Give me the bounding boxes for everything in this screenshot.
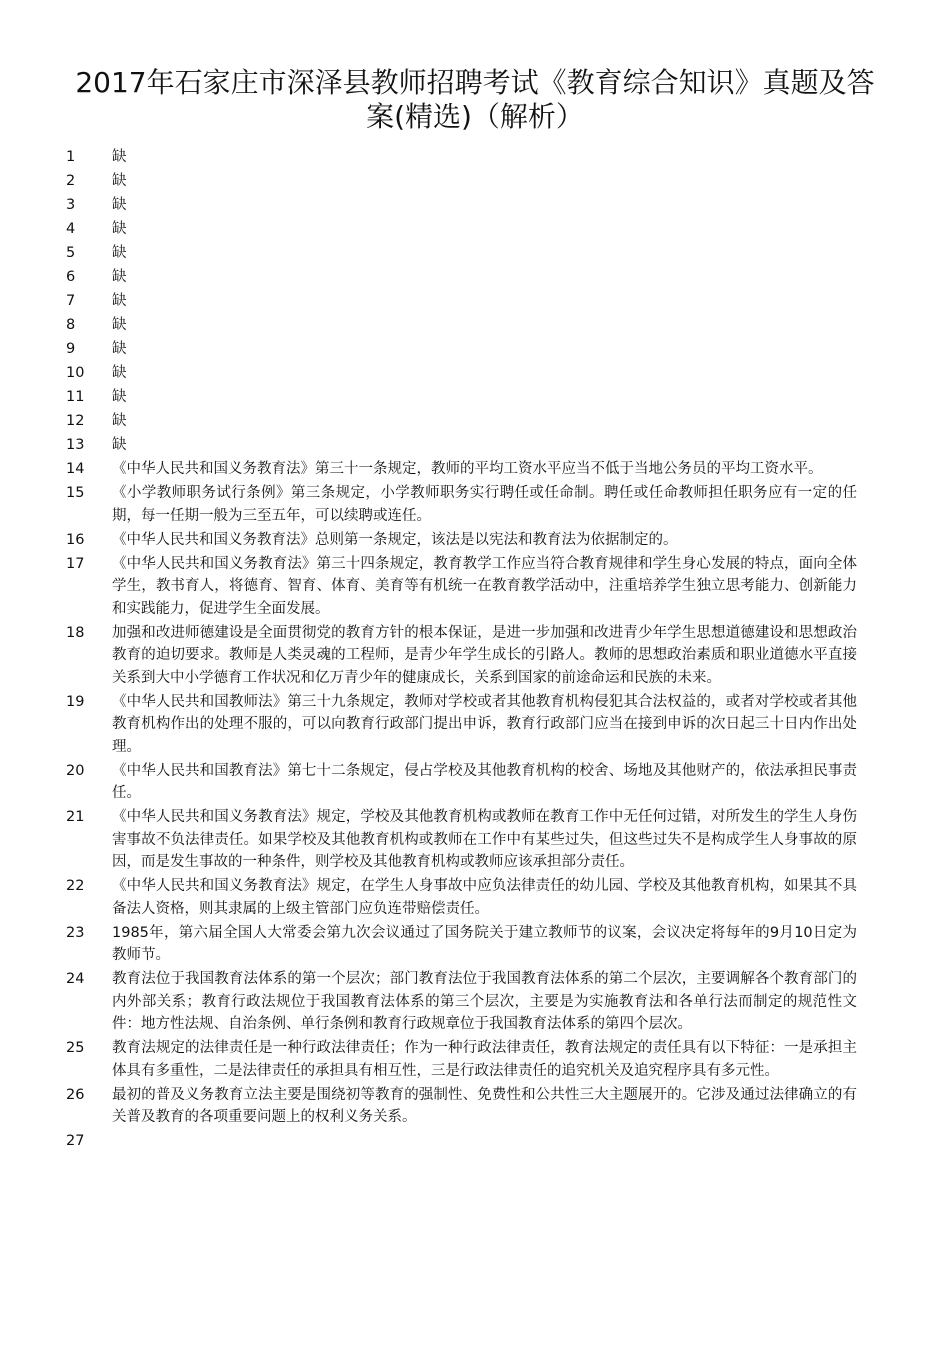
question-number: 25 (66, 1040, 85, 1056)
question-number: 20 (66, 762, 85, 779)
question-number: 8 (66, 317, 76, 333)
answer-row (66, 691, 866, 759)
question-number: 3 (66, 197, 76, 213)
answer-explanation: 缺 (112, 413, 127, 429)
answer-explanation: 《中华人民共和国义务教育法》规定，学校及其他教育机构或教师在教育工作中无任何过错，对所发生的学生人身伤害事故不负法律责任。如果学校及其他教育机构或教师在工作中有某些过失，但这些过失不是构成学生人身事故的原因，而是发生事故的一种条件，则学校及其他教育机构或教师应该承担部分责任。 (112, 809, 857, 870)
question-number: 23 (66, 924, 85, 941)
question-number: 1 (66, 149, 76, 165)
question-number: 10 (66, 365, 85, 381)
answer-row (66, 553, 866, 621)
answer-row (66, 1037, 866, 1082)
answer-explanation: 加强和改进师德建设是全面贯彻党的教育方针的根本保证，是进一步加强和改进青少年学生思想道德建设和思想政治教育的迫切要求。教师是人类灵魂的工程师，是青少年学生成长的引路人。教师的思想政治素质和职业道德水平直接关系到大中小学德育工作状况和亿万青少年的健康成长，关系到国家的前途命运和民族的未来。 (112, 624, 857, 686)
question-number: 13 (66, 437, 85, 453)
question-number: 16 (66, 531, 85, 548)
answer-row (66, 968, 866, 1036)
question-number: 2 (66, 173, 76, 189)
answer-explanation: 缺 (112, 245, 127, 261)
answer-explanation: 《中华人民共和国教育法》第七十二条规定，侵占学校及其他教育机构的校舍、场地及其他财产的，依法承担民事责任。 (112, 762, 857, 801)
answer-row (66, 1130, 866, 1153)
answer-list (66, 146, 866, 1154)
question-number: 12 (66, 413, 85, 429)
answer-row (66, 266, 866, 289)
answer-explanation: 《中华人民共和国义务教育法》第三十四条规定，教育教学工作应当符合教育规律和学生身心发展的特点，面向全体学生，教书育人，将德育、智育、体育、美育等有机统一在教育教学活动中，注重培养学生独立思考能力、创新能力和实践能力，促进学生全面发展。 (112, 555, 857, 617)
answer-row (66, 170, 866, 193)
answer-explanation: 缺 (112, 173, 127, 189)
answer-explanation: 教育法规定的法律责任是一种行政法律责任；作为一种行政法律责任，教育法规定的责任具有以下特征：一是承担主体具有多重性，二是法律责任的承担具有相互性，三是行政法律责任的追究机关及追究程序具有多元性。 (112, 1040, 857, 1079)
answer-row (66, 242, 866, 265)
answer-row (66, 314, 866, 337)
title-line-2: 案(精选)（解析） (366, 100, 584, 133)
answer-explanation: 缺 (112, 317, 127, 333)
answer-row (66, 922, 866, 967)
question-number: 17 (66, 555, 85, 572)
answer-row (66, 386, 866, 409)
answer-row (66, 194, 866, 217)
answer-explanation: 缺 (112, 197, 127, 213)
question-number: 22 (66, 878, 85, 894)
answer-row (66, 875, 866, 920)
question-number: 26 (66, 1086, 85, 1103)
answer-explanation: 缺 (112, 269, 127, 285)
question-number: 27 (66, 1133, 85, 1149)
question-number: 15 (66, 485, 85, 501)
answer-row (66, 362, 866, 385)
answer-explanation: 缺 (112, 293, 127, 309)
answer-explanation: 《中华人民共和国教师法》第三十九条规定，教师对学校或者其他教育机构侵犯其合法权益的，或者对学校或者其他教育机构作出的处理不服的，可以向教育行政部门提出申诉，教育行政部门应当在接到申诉的次日起三十日内作出处理。 (112, 693, 857, 755)
answer-explanation: 《中华人民共和国义务教育法》总则第一条规定，该法是以宪法和教育法为依据制定的。 (112, 531, 678, 548)
question-number: 19 (66, 693, 85, 710)
question-number: 6 (66, 269, 76, 285)
answer-row (66, 760, 866, 805)
answer-row (66, 290, 866, 313)
answer-row (66, 146, 866, 169)
answer-explanation: 缺 (112, 341, 127, 357)
answer-row (66, 1084, 866, 1129)
question-number: 21 (66, 809, 85, 825)
answer-explanation: 教育法位于我国教育法体系的第一个层次；部门教育法位于我国教育法体系的第二个层次，主要调解各个教育部门的内外部关系；教育行政法规位于我国教育法体系的第三个层次，主要是为实施教育法和各单行法而制定的规范性文件：地方性法规、自治条例、单行条例和教育行政规章位于我国教育法体系的第四个层次。 (112, 971, 857, 1032)
answer-explanation: 《中华人民共和国义务教育法》第三十一条规定，教师的平均工资水平应当不低于当地公务员的平均工资水平。 (112, 461, 823, 477)
question-number: 14 (66, 461, 85, 477)
answer-explanation: 缺 (112, 221, 127, 237)
question-number: 9 (66, 341, 76, 357)
title-line-1: 2017年石家庄市深泽县教师招聘考试《教育综合知识》真题及答 (75, 66, 875, 99)
answer-explanation: 缺 (112, 437, 127, 453)
answer-row (66, 806, 866, 874)
question-number: 5 (66, 245, 76, 261)
answer-explanation: 《中华人民共和国义务教育法》规定，在学生人身事故中应负法律责任的幼儿园、学校及其他教育机构，如果其不具备法人资格，则其隶属的上级主管部门应负连带赔偿责任。 (112, 878, 857, 917)
question-number: 4 (66, 221, 76, 237)
answer-explanation: 缺 (112, 365, 127, 381)
answer-row (66, 338, 866, 361)
question-number: 11 (66, 389, 85, 405)
answer-row (66, 410, 866, 433)
answer-row (66, 458, 866, 481)
answer-row (66, 482, 866, 527)
answer-row (66, 218, 866, 241)
question-number: 7 (66, 293, 76, 309)
document-title (0, 0, 950, 134)
answer-explanation: 1985年，第六届全国人大常委会第九次会议通过了国务院关于建立教师节的议案，会议决定将每年的9月10日定为教师节。 (112, 924, 857, 963)
answer-explanation: 《小学教师职务试行条例》第三条规定，小学教师职务实行聘任或任命制。聘任或任命教师担任职务应有一定的任期，每一任期一般为三至五年，可以续聘或连任。 (112, 485, 857, 524)
question-number: 18 (66, 624, 85, 641)
answer-row (66, 529, 866, 552)
answer-explanation: 缺 (112, 389, 127, 405)
answer-explanation: 最初的普及义务教育立法主要是围绕初等教育的强制性、免费性和公共性三大主题展开的。它涉及通过法律确立的有关普及教育的各项重要问题上的权利义务关系。 (112, 1086, 857, 1125)
answer-row (66, 434, 866, 457)
question-number: 24 (66, 971, 85, 987)
answer-explanation: 缺 (112, 149, 127, 165)
answer-row (66, 622, 866, 690)
